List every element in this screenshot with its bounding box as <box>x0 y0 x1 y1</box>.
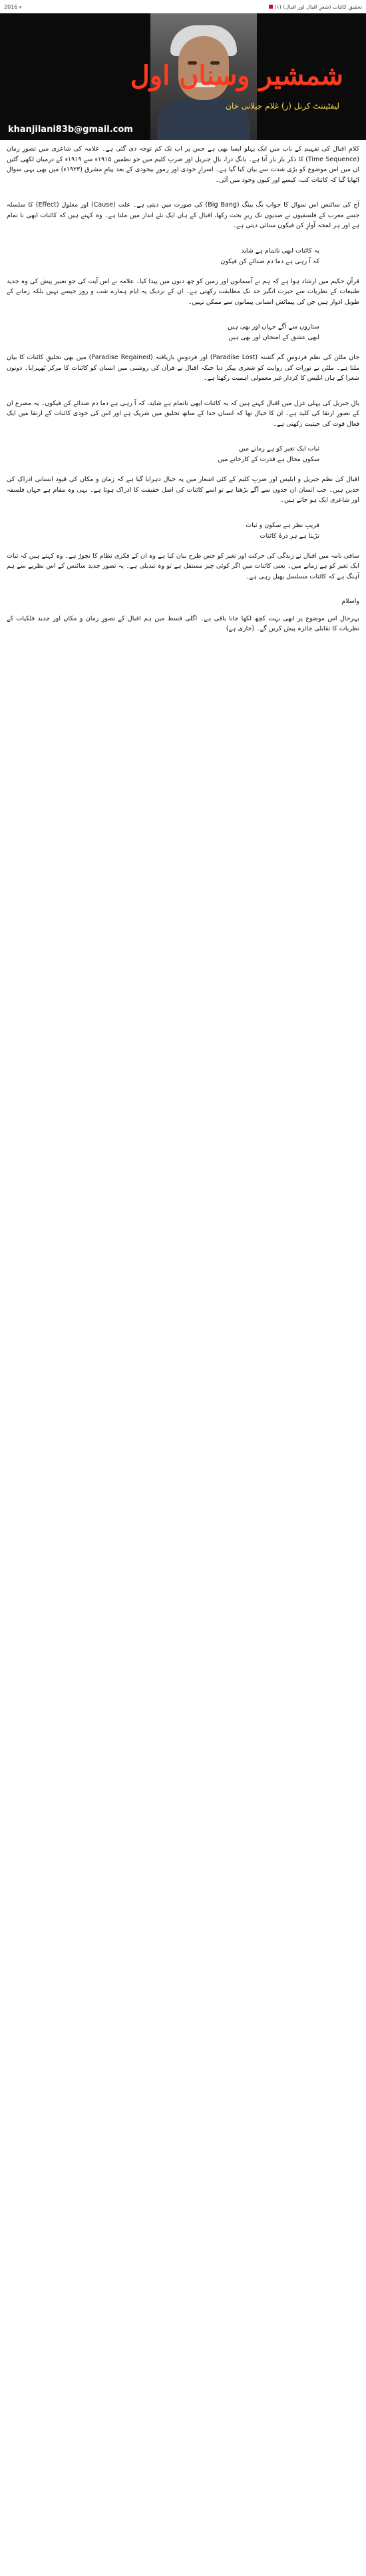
paragraph: بالِ جبریل کی پہلی غزل میں اقبال کہتے ہیں کہ یہ کائنات ابھی ناتمام ہے شاید، کہ آ رہی ہے دما دم صدائے کن فیکون۔ یہ مصرع ان کے تصورِ ارتقا کی کلید ہے۔ ان کا خیال تھا کہ انسان خدا کے ساتھ تخلیق میں شریک ہے اور اس کی خودی کائنات کے ارتقا میں ایک فعال قوت کی حیثیت رکھتی ہے۔ <box>7 399 359 428</box>
article-headline: تحقیقِ کائنات (شعرِ اقبال اور اقبال) (۱) <box>274 3 362 10</box>
verse-line: فریبِ نظر ہے سکون و ثبات <box>246 521 319 529</box>
paragraph: اقبال کی نظم جبریل و ابلیس اور ضربِ کلیم کے کئی اشعار میں یہ خیال دہرایا گیا ہے کہ زمان و مکاں کی قیود انسانی ادراک کی حدیں ہیں۔ جب انسان ان حدوں سے آگے بڑھتا ہے تو اسے کائنات کی اصل حقیقت کا ادراک ہوتا ہے۔ یہی وہ مقام ہے جہاں فلسفہ اور شاعری ایک ہو جاتے ہیں۔ <box>7 476 359 504</box>
article-body <box>0 140 366 634</box>
paragraph: قرآنِ حکیم میں ارشاد ہوا ہے کہ ہم نے آسمانوں اور زمین کو چھ دنوں میں پیدا کیا۔ علامہ نے اس آیت کی جو تعبیر پیش کی وہ جدید طبیعات کے نظریات سے حیرت انگیز حد تک مطابقت رکھتی ہے۔ ان کے نزدیک یہ ایام ہمارے شب و روز جیسے نہیں بلکہ زمانے کے طویل ادوار ہیں جن کی پیمائش انسانی پیمانوں سے ممکن نہیں۔ <box>7 277 359 306</box>
author-name: لیفٹیننٹ کرنل (ر) غلام جیلانی خان <box>226 101 339 111</box>
verse-block <box>7 322 359 343</box>
author-email[interactable]: khanjilani83b@gmail.com <box>8 125 133 135</box>
paragraph: آج کی سائنس اس سوال کا جواب بگ بینگ (Big Bang) کی صورت میں دیتی ہے۔ علت (Cause) اور معلول (Effect) کا سلسلہ جسے مغرب کے فلسفیوں نے صدیوں تک زیرِ بحث رکھا، اقبال کے ہاں ایک نئے انداز میں ملتا ہے۔ وہ کہتے ہیں کہ کائنات ابھی نا تمام ہے اور ہر لمحہ آوازِ کن فیکون سنائی دیتی ہے۔ <box>7 201 359 229</box>
verse-line: ابھی عشق کے امتحاں اور بھی ہیں <box>228 334 319 341</box>
column-banner <box>0 13 366 140</box>
verse-line: تڑپتا ہے ہر ذرۂ کائنات <box>260 532 319 540</box>
verse-line: سکوں محال ہے قدرت کے کارخانے میں <box>218 456 319 463</box>
headline-wrap <box>267 4 362 10</box>
paragraph: جان ملٹن کی نظم فردوسِ گم گشتہ (Paradise Lost) اور فردوسِ بازیافتہ (Paradise Regained) میں بھی تخلیقِ کائنات کا بیان ملتا ہے۔ ملٹن نے تورات کی روایت کو شعری پیکر دیا جبکہ اقبال نے قرآن کی روشنی میں انسان کو کائنات کا مرکز ٹھہرایا۔ دونوں شعرا کے ہاں ابلیس کا کردار غیر معمولی اہمیت رکھتا ہے۔ <box>7 354 359 382</box>
verse-line: یہ کائنات ابھی ناتمام ہے شاید <box>241 247 319 255</box>
paragraph: ساقی نامہ میں اقبال نے زندگی کی حرکت اور تغیر کو جس طرح بیان کیا ہے وہ ان کے فکری نظام کا نچوڑ ہے۔ وہ کہتے ہیں کہ ثبات ایک تغیر کو ہے زمانے میں۔ یعنی کائنات میں اگر کوئی چیز مستقل ہے تو وہ تبدیلی ہے۔ یہ تصور جدید سائنس کے اس نظریے سے ہم آہنگ ہے کہ کائنات مسلسل پھیل رہی ہے۔ <box>7 552 359 580</box>
verse-line: ثبات ایک تغیر کو ہے زمانے میں <box>238 445 319 452</box>
verse-block <box>7 520 359 542</box>
paragraph: کلامِ اقبال کی تفہیم کے باب میں ایک پہلو ایسا بھی ہے جس پر اب تک کم توجہ دی گئی ہے۔ علامہ کی شاعری میں تصورِ زمان (Time Sequence) کا ذکر بار بار آتا ہے۔ بانگِ درا، بالِ جبریل اور ضربِ کلیم میں جو نظمیں ۱۹۱۵ء سے ۱۹۱۹ء کے درمیان لکھی گئیں ان میں اس موضوع کو بڑی شدت سے بیان کیا گیا ہے۔ اسرارِ خودی اور رموزِ بیخودی کے بعد پیامِ مشرق (۱۹۲۳ء) میں بھی یہی سوال اٹھایا گیا کہ کائنات کب، کیسے اور کیوں وجود میں آئی۔ <box>7 145 359 184</box>
paragraph: بہرحال اس موضوع پر ابھی بہت کچھ لکھا جانا باقی ہے۔ اگلی قسط میں ہم اقبال کے تصورِ زمان و مکاں اور جدید فلکیات کے نظریات کا تقابلی جائزہ پیش کریں گے۔ (جاری ہے) <box>7 614 359 632</box>
closing-label: واسلام <box>341 598 359 605</box>
verse-block <box>7 246 359 267</box>
bullet-icon <box>269 5 273 9</box>
column-title: شمشیر وسناں اول <box>130 60 343 91</box>
verse-block <box>7 444 359 465</box>
top-bar <box>0 0 366 13</box>
article-date: 2016 ء <box>4 3 22 10</box>
verse-line: ستاروں سے آگے جہاں اور بھی ہیں <box>228 323 319 330</box>
verse-line: کہ آ رہی ہے دما دم صدائے کن فیکون <box>220 257 319 265</box>
